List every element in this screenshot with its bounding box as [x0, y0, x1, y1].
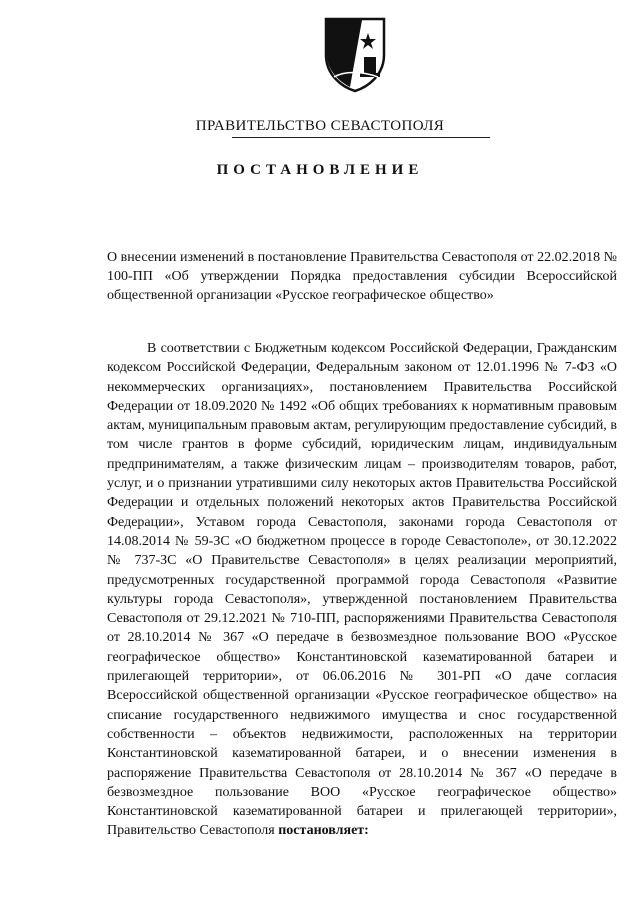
document-subject: О внесении изменений в постановление Правительства Севастополя от 22.02.2018 № 100-ПП «Об утверждении Порядка предоставления субсидии Всероссийской общественной организации «Русское географическое общество»	[107, 250, 617, 303]
coat-of-arms-icon	[322, 15, 388, 93]
preamble-text: В соответствии с Бюджетным кодексом Российской Федерации, Гражданским кодексом Российской Федерации, Федеральным законом от 12.01.1996 № 7-ФЗ «О некоммерческих организациях», постановлением Правительства Российской Федерации от 18.09.2020 № 1492 «Об общих требованиях к нормативным правовым актам, муниципальным правовым актам, регулирующим предоставление субсидий, в том числе грантов в форме субсидий, юридическим лицам, индивидуальным предпринимателям, а также физическим лицам – производителям товаров, работ, услуг, и о признании утратившими силу некоторых актов Правительства Российской Федерации и отдельных положений некоторых актов Правительства Российской Федерации», Уставом города Севастополя, законами города Севастополя от 14.08.2014 № 59-ЗС «О бюджетном процессе в городе Севастополе», от 30.12.2022 № 737-ЗС «О Правительстве Севастополя» в целях реализации мероприятий, предусмотренных государственной программой города Севастополя «Развитие культуры города Севастополя», утвержденной постановлением Правительства Севастополя от 29.12.2021 № 710-ПП, распоряжениями Правительства Севастополя от 28.10.2014 № 367 «О передаче в безвозмездное пользование ВОО «Русское географическое общество» Константиновской казематированной батареи и прилегающей территории», от 06.06.2016 № 301-РП «О даче согласия Всероссийской общественной организации «Русское географическое общество» на списание государственного недвижимого имущества и снос государственной собственности – объектов недвижимости, расположенных на территории Константиновской казематированной батареи, и о внесении изменения в распоряжение Правительства Севастополя от 28.10.2014 № 367 «О передаче в безвозмездное пользование ВОО «Русское географическое общество» Константиновской казематированной батареи и прилегающей территории», Правительство Севастополя	[107, 341, 617, 839]
preamble-closing: постановляет:	[278, 823, 369, 839]
government-title: ПРАВИТЕЛЬСТВО СЕВАСТОПОЛЯ	[195, 118, 445, 134]
title-divider	[232, 137, 490, 138]
preamble-paragraph	[107, 339, 617, 841]
document-type: ПОСТАНОВЛЕНИЕ	[216, 162, 424, 178]
